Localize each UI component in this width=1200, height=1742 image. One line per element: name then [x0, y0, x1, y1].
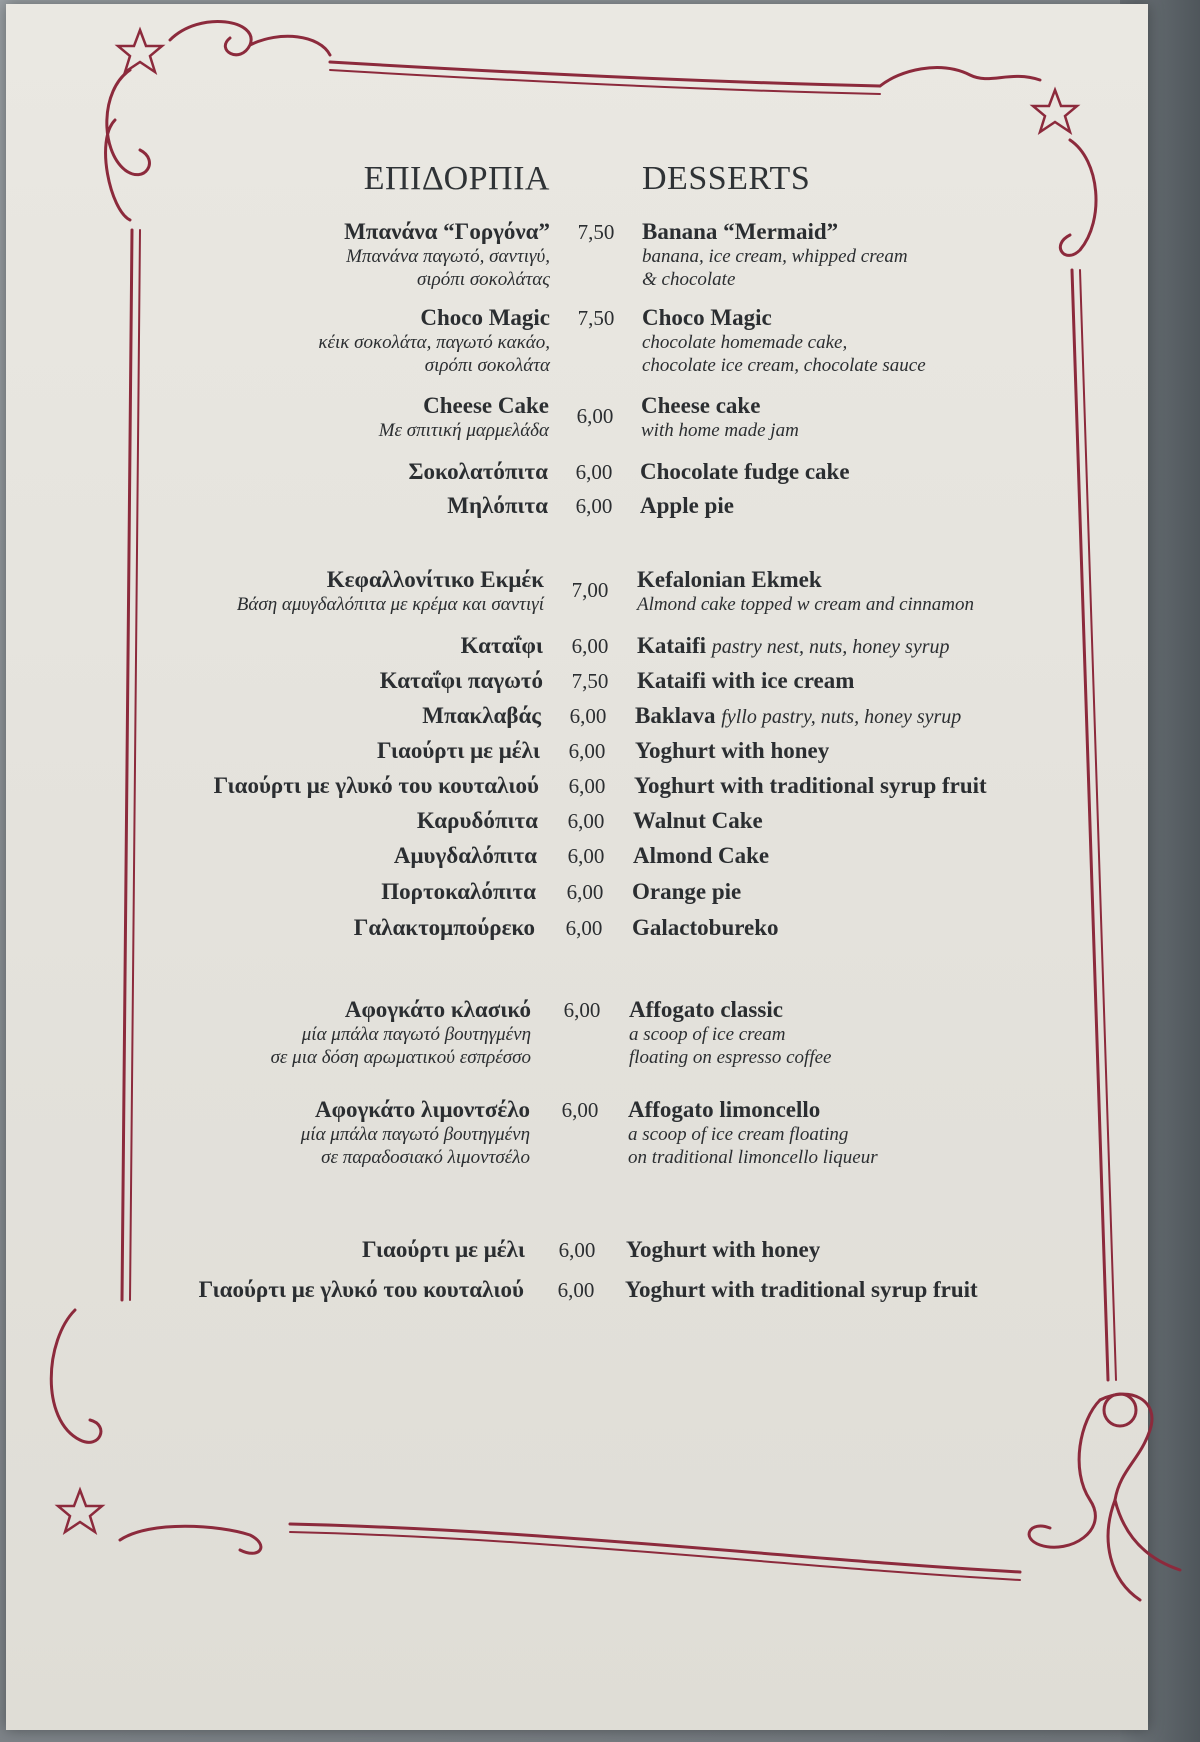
item-name-english: Orange pie — [632, 879, 742, 904]
item-name-greek: Μηλόπιτα — [447, 493, 548, 518]
english-text — [637, 667, 854, 694]
english-text — [634, 772, 987, 799]
english-text — [635, 737, 829, 764]
greek-text — [301, 1096, 530, 1169]
item-price: 6,00 — [565, 916, 603, 940]
item-name-english: Yoghurt with honey — [635, 738, 830, 763]
item-name-greek: Γιαούρτι με μέλι — [362, 1237, 525, 1262]
item-description-greek: σιρόπι σοκολάτας — [417, 269, 550, 290]
item-name-greek: Καταΐφι παγωτό — [379, 668, 543, 693]
item-description-greek: Βάση αμυγδαλόπιτα με κρέμα και σαντιγί — [236, 594, 544, 615]
item-name-english: Almond Cake — [633, 843, 770, 868]
item-price: 6,00 — [557, 1278, 595, 1302]
item-description-greek: Με σπιτική μαρμελάδα — [378, 420, 549, 441]
item-name-greek: Σοκολατόπιτα — [408, 459, 548, 484]
item-price: 6,00 — [576, 404, 614, 428]
greek-text — [379, 392, 549, 442]
item-name-english: Yoghurt with traditional syrup fruit — [625, 1277, 978, 1302]
item-description-greek: μία μπάλα παγωτό βουτηγμένη — [301, 1024, 531, 1045]
english-text — [642, 304, 926, 377]
english-text — [637, 566, 974, 616]
item-price: 6,00 — [568, 774, 606, 798]
greek-text — [422, 702, 541, 729]
item-name-greek: Καταΐφι — [460, 633, 543, 658]
greek-text — [237, 566, 544, 616]
item-price: 7,50 — [577, 306, 615, 330]
item-description-english: pastry nest, nuts, honey syrup — [711, 636, 950, 658]
english-text — [641, 392, 799, 442]
item-name-english: Apple pie — [640, 493, 734, 518]
item-description-greek: Μπανάνα παγωτό, σαντιγύ, — [346, 246, 550, 267]
item-description-english: banana, ice cream, whipped cream — [642, 246, 908, 267]
item-price: 7,50 — [577, 220, 615, 244]
item-name-greek: Αμυγδαλόπιτα — [393, 843, 537, 868]
english-text — [640, 492, 734, 519]
item-name-english: Affogato limoncello — [628, 1097, 821, 1122]
item-description-greek: σε μια δόση αρωματικού εσπρέσσο — [270, 1047, 531, 1068]
english-text — [628, 1096, 878, 1169]
item-description-greek: σε παραδοσιακό λιμοντσέλο — [321, 1147, 530, 1168]
item-name-greek: Μπανάνα “Γοργόνα” — [344, 219, 550, 244]
item-price: 7,50 — [571, 669, 609, 693]
greek-text — [447, 492, 548, 519]
item-name-english: Kefalonian Ekmek — [637, 567, 822, 592]
item-description-english: chocolate ice cream, chocolate sauce — [642, 355, 926, 376]
greek-text — [380, 667, 543, 694]
item-price: 7,00 — [571, 578, 609, 602]
item-name-english: Cheese cake — [641, 393, 761, 418]
item-description-english: with home made jam — [641, 420, 799, 441]
greek-text — [271, 996, 531, 1069]
item-name-greek: Cheese Cake — [423, 393, 549, 418]
item-name-greek: Αφογκάτο κλασικό — [344, 997, 531, 1022]
item-description-english: floating on espresso coffee — [629, 1047, 832, 1068]
english-text — [633, 842, 769, 869]
english-text — [637, 632, 950, 661]
english-text — [632, 878, 741, 905]
item-price: 6,00 — [563, 998, 601, 1022]
greek-text — [199, 1276, 524, 1303]
item-price: 6,00 — [566, 880, 604, 904]
item-price: 6,00 — [569, 704, 607, 728]
item-name-english: Choco Magic — [642, 305, 772, 330]
item-name-english: Yoghurt with honey — [626, 1237, 821, 1262]
greek-text — [408, 458, 548, 485]
english-text — [632, 914, 779, 941]
greek-text — [381, 878, 536, 905]
english-text — [633, 807, 763, 834]
greek-text — [318, 304, 550, 377]
item-name-english: Kataifi with ice cream — [637, 668, 855, 693]
english-text — [635, 702, 961, 731]
item-name-english: Banana “Mermaid” — [642, 219, 839, 244]
item-price: 6,00 — [571, 634, 609, 658]
greek-text — [394, 842, 537, 869]
greek-text — [214, 772, 539, 799]
english-text — [642, 218, 908, 291]
greek-text — [461, 632, 543, 659]
item-description-greek: κέικ σοκολάτα, παγωτό κακάο, — [318, 332, 550, 353]
item-description-english: on traditional limoncello liqueur — [628, 1147, 878, 1168]
item-price: 6,00 — [575, 460, 613, 484]
item-description-english: a scoop of ice cream — [629, 1024, 786, 1045]
greek-text — [377, 737, 540, 764]
item-name-english: Chocolate fudge cake — [640, 459, 850, 484]
english-text — [640, 458, 850, 485]
item-name-english: Yoghurt with traditional syrup fruit — [634, 773, 987, 798]
item-price: 6,00 — [561, 1098, 599, 1122]
item-price: 6,00 — [575, 494, 613, 518]
item-name-greek: Κεφαλλονίτικο Εκμέκ — [326, 567, 544, 592]
item-price: 6,00 — [558, 1238, 596, 1262]
item-price: 6,00 — [568, 739, 606, 763]
item-description-greek: σιρόπι σοκολάτα — [424, 355, 550, 376]
item-description-english: chocolate homemade cake, — [642, 332, 848, 353]
item-name-greek: Αφογκάτο λιμοντσέλο — [315, 1097, 530, 1122]
item-description-english: Almond cake topped w cream and cinnamon — [637, 594, 974, 615]
item-name-english: Walnut Cake — [633, 808, 763, 833]
english-text — [626, 1236, 820, 1263]
heading-greek: ΕΠΙΔΟΡΠΙΑ — [363, 160, 550, 197]
item-name-greek: Γιαούρτι με γλυκό του κουταλιού — [213, 773, 539, 798]
english-text — [625, 1276, 978, 1303]
heading-english: DESSERTS — [642, 160, 811, 197]
item-description-english: a scoop of ice cream floating — [628, 1124, 849, 1145]
item-description-english: & chocolate — [642, 269, 736, 290]
item-description-english: fyllo pastry, nuts, honey syrup — [721, 706, 962, 728]
item-price: 6,00 — [567, 809, 605, 833]
item-description-greek: μία μπάλα παγωτό βουτηγμένη — [300, 1124, 530, 1145]
item-name-greek: Γιαούρτι με μέλι — [377, 738, 540, 763]
item-name-greek: Γιαούρτι με γλυκό του κουταλιού — [198, 1277, 524, 1302]
item-price: 6,00 — [567, 844, 605, 868]
item-name-english: Baklava — [635, 703, 716, 728]
item-name-english: Affogato classic — [629, 997, 783, 1022]
english-text — [629, 996, 831, 1069]
item-name-greek: Μπακλαβάς — [422, 703, 541, 728]
item-name-greek: Choco Magic — [420, 305, 550, 330]
greek-text — [362, 1236, 525, 1263]
item-name-greek: Πορτοκαλόπιτα — [381, 879, 536, 904]
item-name-english: Kataifi — [637, 633, 706, 658]
greek-text — [344, 218, 550, 291]
item-name-greek: Γαλακτομπούρεκο — [353, 915, 535, 940]
item-name-greek: Καρυδόπιτα — [416, 808, 538, 833]
greek-text — [417, 807, 538, 834]
item-name-english: Galactobureko — [632, 915, 779, 940]
greek-text — [354, 914, 535, 941]
